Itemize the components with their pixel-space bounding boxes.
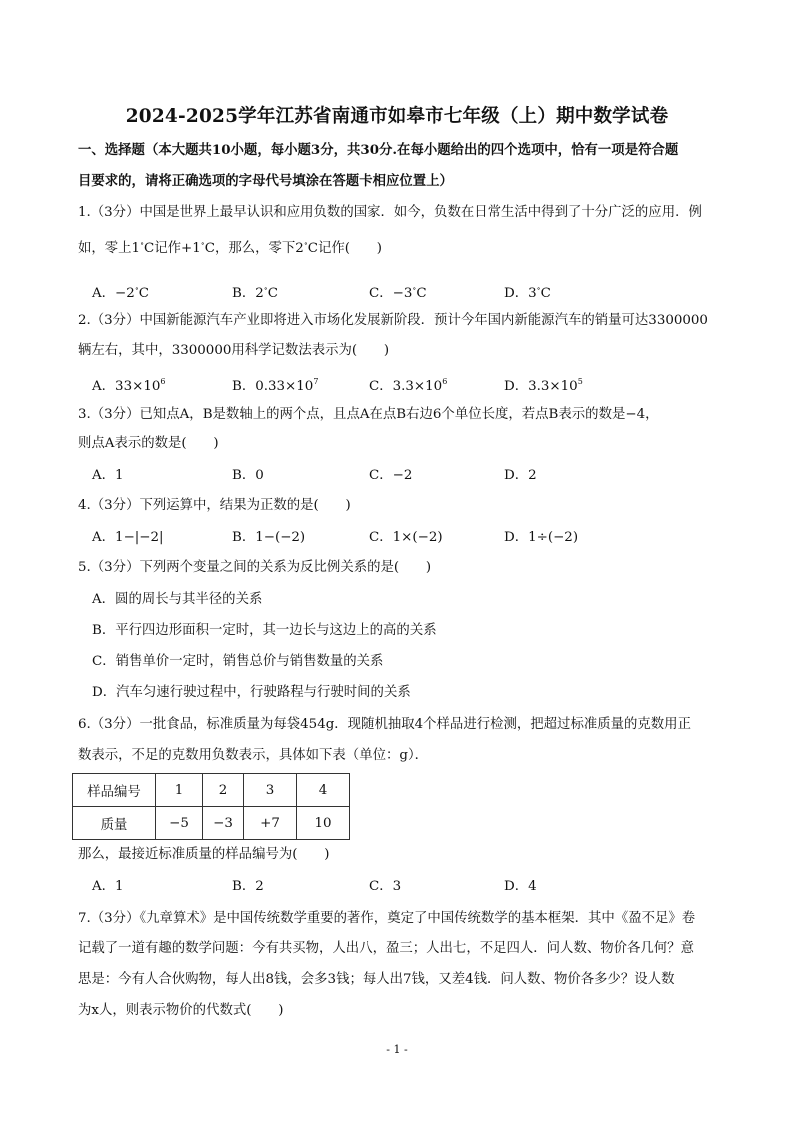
q2-option-a: A．$33\times 10^6$	[92, 377, 166, 394]
q4-option-b: B．1−(−2)	[232, 530, 306, 545]
q1-option-a: A．−2∘C	[92, 284, 149, 301]
page-number: - 1 -	[386, 1043, 408, 1056]
table-cell: 质量	[73, 807, 156, 840]
q4-option-d: D．1÷(−2)	[504, 530, 579, 545]
sample-table	[72, 773, 350, 840]
q6-option-b: B．2	[232, 879, 264, 894]
q5-option-d: D．汽车匀速行驶过程中，行驶路程与行驶时间的关系	[92, 685, 411, 700]
table-cell: 10	[297, 807, 350, 840]
table-cell: 3	[244, 774, 297, 807]
table-cell: 4	[297, 774, 350, 807]
q3-option-b: B．0	[232, 468, 264, 483]
q1-option-c: C．−3∘C	[369, 284, 427, 301]
q3-option-d: D．2	[504, 468, 537, 483]
q5-option-a: A．圆的周长与其半径的关系	[92, 592, 263, 607]
q3-option-c: C．−2	[369, 468, 413, 483]
question-7-line3: 思是：今有人合伙购物，每人出8钱，会多3钱；每人出7钱，又差4钱．问人数、物价各多少？设人数	[78, 972, 675, 987]
question-3-line1: 3.（3分）已知点A，B是数轴上的两个点，且点A在点B右边6个单位长度，若点B表示的数是−4，	[78, 407, 659, 422]
q3-option-a: A．1	[92, 468, 124, 483]
question-7-line1: 7.（3分）《九章算术》是中国传统数学重要的著作，奠定了中国传统数学的基本框架．其中《盈不足》卷	[78, 911, 696, 926]
q5-option-c: C．销售单价一定时，销售总价与销售数量的关系	[92, 654, 384, 669]
section-heading-line1: 一、选择题（本大题共10小题，每小题3分，共30分.在每小题给出的四个选项中，恰有一项是符合题	[78, 142, 679, 158]
q1-option-b: B．2∘C	[232, 284, 278, 301]
table-cell: +7	[244, 807, 297, 840]
question-2-line2: 辆左右，其中，3300000用科学记数法表示为( )	[78, 343, 390, 358]
table-cell: 样品编号	[73, 774, 156, 807]
question-6-line2: 数表示，不足的克数用负数表示，具体如下表（单位：g）．	[78, 748, 429, 763]
table-cell: −5	[156, 807, 203, 840]
question-7-line4: 为x人，则表示物价的代数式( )	[78, 1003, 284, 1018]
q1-option-d: D．3∘C	[504, 284, 551, 301]
question-4-line1: 4.（3分）下列运算中，结果为正数的是( )	[78, 498, 351, 513]
table-row	[73, 774, 350, 807]
table-row	[73, 807, 350, 840]
q6-option-d: D．4	[504, 879, 537, 894]
question-2-line1: 2.（3分）中国新能源汽车产业即将进入市场化发展新阶段．预计今年国内新能源汽车的销量可达3300000	[78, 313, 708, 328]
question-1-line2: 如，零上1∘C记作+1∘C，那么，零下2∘C记作( )	[78, 239, 383, 256]
q6-option-c: C．3	[369, 879, 402, 894]
section-heading-line2: 目要求的，请将正确选项的字母代号填涂在答题卡相应位置上）	[78, 173, 453, 189]
q4-option-c: C．1×(−2)	[369, 530, 443, 545]
q2-option-d: D．$3.3\times 10^5$	[504, 377, 583, 394]
question-3-line2: 则点A表示的数是( )	[78, 436, 219, 451]
q2-option-b: B．$0.33\times 10^7$	[232, 377, 319, 394]
question-7-line2: 记载了一道有趣的数学问题：今有共买物，人出八，盈三；人出七，不足四人．问人数、物价各几何？意	[78, 941, 694, 956]
table-cell: −3	[203, 807, 244, 840]
question-5-line1: 5.（3分）下列两个变量之间的关系为反比例关系的是( )	[78, 560, 432, 575]
q4-option-a: A．1−|−2|	[92, 530, 164, 545]
page-title: 2024-2025学年江苏省南通市如皋市七年级（上）期中数学试卷	[125, 106, 669, 127]
question-6-line1: 6.（3分）一批食品，标准质量为每袋454g．现随机抽取4个样品进行检测，把超过标准质量的克数用正	[78, 717, 691, 732]
question-1-line1: 1.（3分）中国是世界上最早认识和应用负数的国家．如今，负数在日常生活中得到了十分广泛的应用．例	[78, 205, 702, 220]
q5-option-b: B．平行四边形面积一定时，其一边长与这边上的高的关系	[92, 623, 437, 638]
q6-option-a: A．1	[92, 879, 124, 894]
table-cell: 2	[203, 774, 244, 807]
q2-option-c: C．$3.3\times 10^6$	[369, 377, 448, 394]
question-6-line3: 那么，最接近标准质量的样品编号为( )	[78, 847, 330, 862]
table-cell: 1	[156, 774, 203, 807]
